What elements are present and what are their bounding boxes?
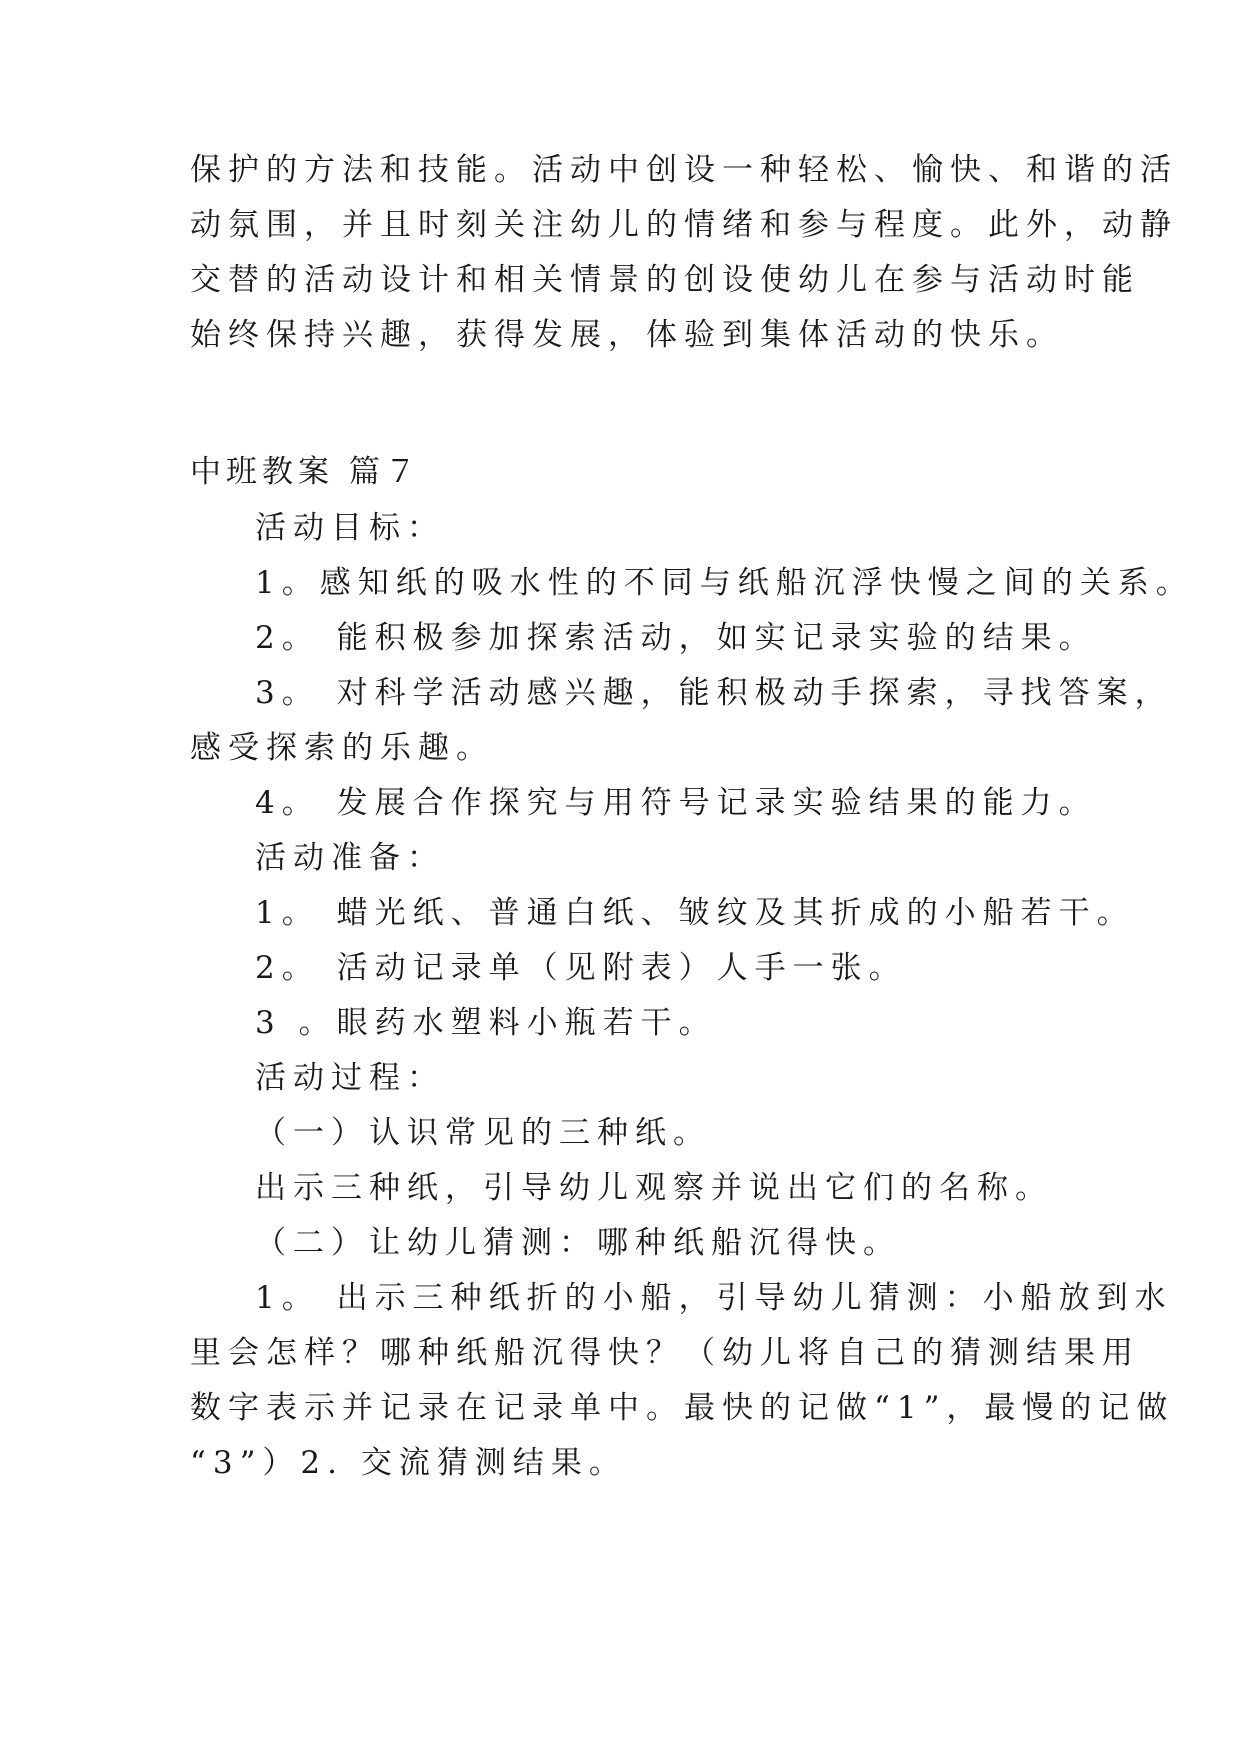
process-step-2-item-1-cont-3: “3”）2. 交流猜测结果。 <box>190 1445 627 1481</box>
goals-heading: 活动目标： <box>255 510 445 546</box>
intro-line-3: 交替的活动设计和相关情景的创设使幼儿在参与活动时能 <box>190 262 1140 298</box>
prep-heading: 活动准备： <box>255 840 445 876</box>
intro-line-2: 动氛围，并且时刻关注幼儿的情绪和参与程度。此外，动静 <box>190 207 1178 243</box>
intro-line-1: 保护的方法和技能。活动中创设一种轻松、愉快、和谐的活 <box>190 152 1178 188</box>
prep-3: 3 。眼药水塑料小瓶若干。 <box>255 1005 717 1041</box>
prep-1: 1。 蜡光纸、普通白纸、皱纹及其折成的小船若干。 <box>255 895 1135 931</box>
intro-line-4: 始终保持兴趣，获得发展，体验到集体活动的快乐。 <box>190 317 1064 353</box>
section-title: 中班教案 篇７ <box>190 454 421 490</box>
process-step-2: （二）让幼儿猜测：哪种纸船沉得快。 <box>255 1225 901 1261</box>
goal-3-continued: 感受探索的乐趣。 <box>190 730 494 766</box>
prep-2: 2。 活动记录单（见附表）人手一张。 <box>255 950 907 986</box>
goal-1: 1。感知纸的吸水性的不同与纸船沉浮快慢之间的关系。 <box>255 565 1194 601</box>
goal-2: 2。 能积极参加探索活动，如实记录实验的结果。 <box>255 620 1097 656</box>
goal-4: 4。 发展合作探究与用符号记录实验结果的能力。 <box>255 785 1097 821</box>
goal-3: 3。 对科学活动感兴趣，能积极动手探索，寻找答案， <box>255 675 1173 711</box>
process-step-2-item-1-cont-2: 数字表示并记录在记录单中。最快的记做“1”，最慢的记做 <box>190 1390 1175 1426</box>
process-step-2-item-1-cont-1: 里会怎样？哪种纸船沉得快？（幼儿将自己的猜测结果用 <box>190 1335 1140 1371</box>
process-step-2-item-1: 1。 出示三种纸折的小船，引导幼儿猜测：小船放到水 <box>255 1280 1173 1316</box>
process-step-1: （一）认识常见的三种纸。 <box>255 1115 711 1151</box>
process-heading: 活动过程： <box>255 1060 445 1096</box>
process-step-1-detail: 出示三种纸，引导幼儿观察并说出它们的名称。 <box>255 1170 1053 1206</box>
